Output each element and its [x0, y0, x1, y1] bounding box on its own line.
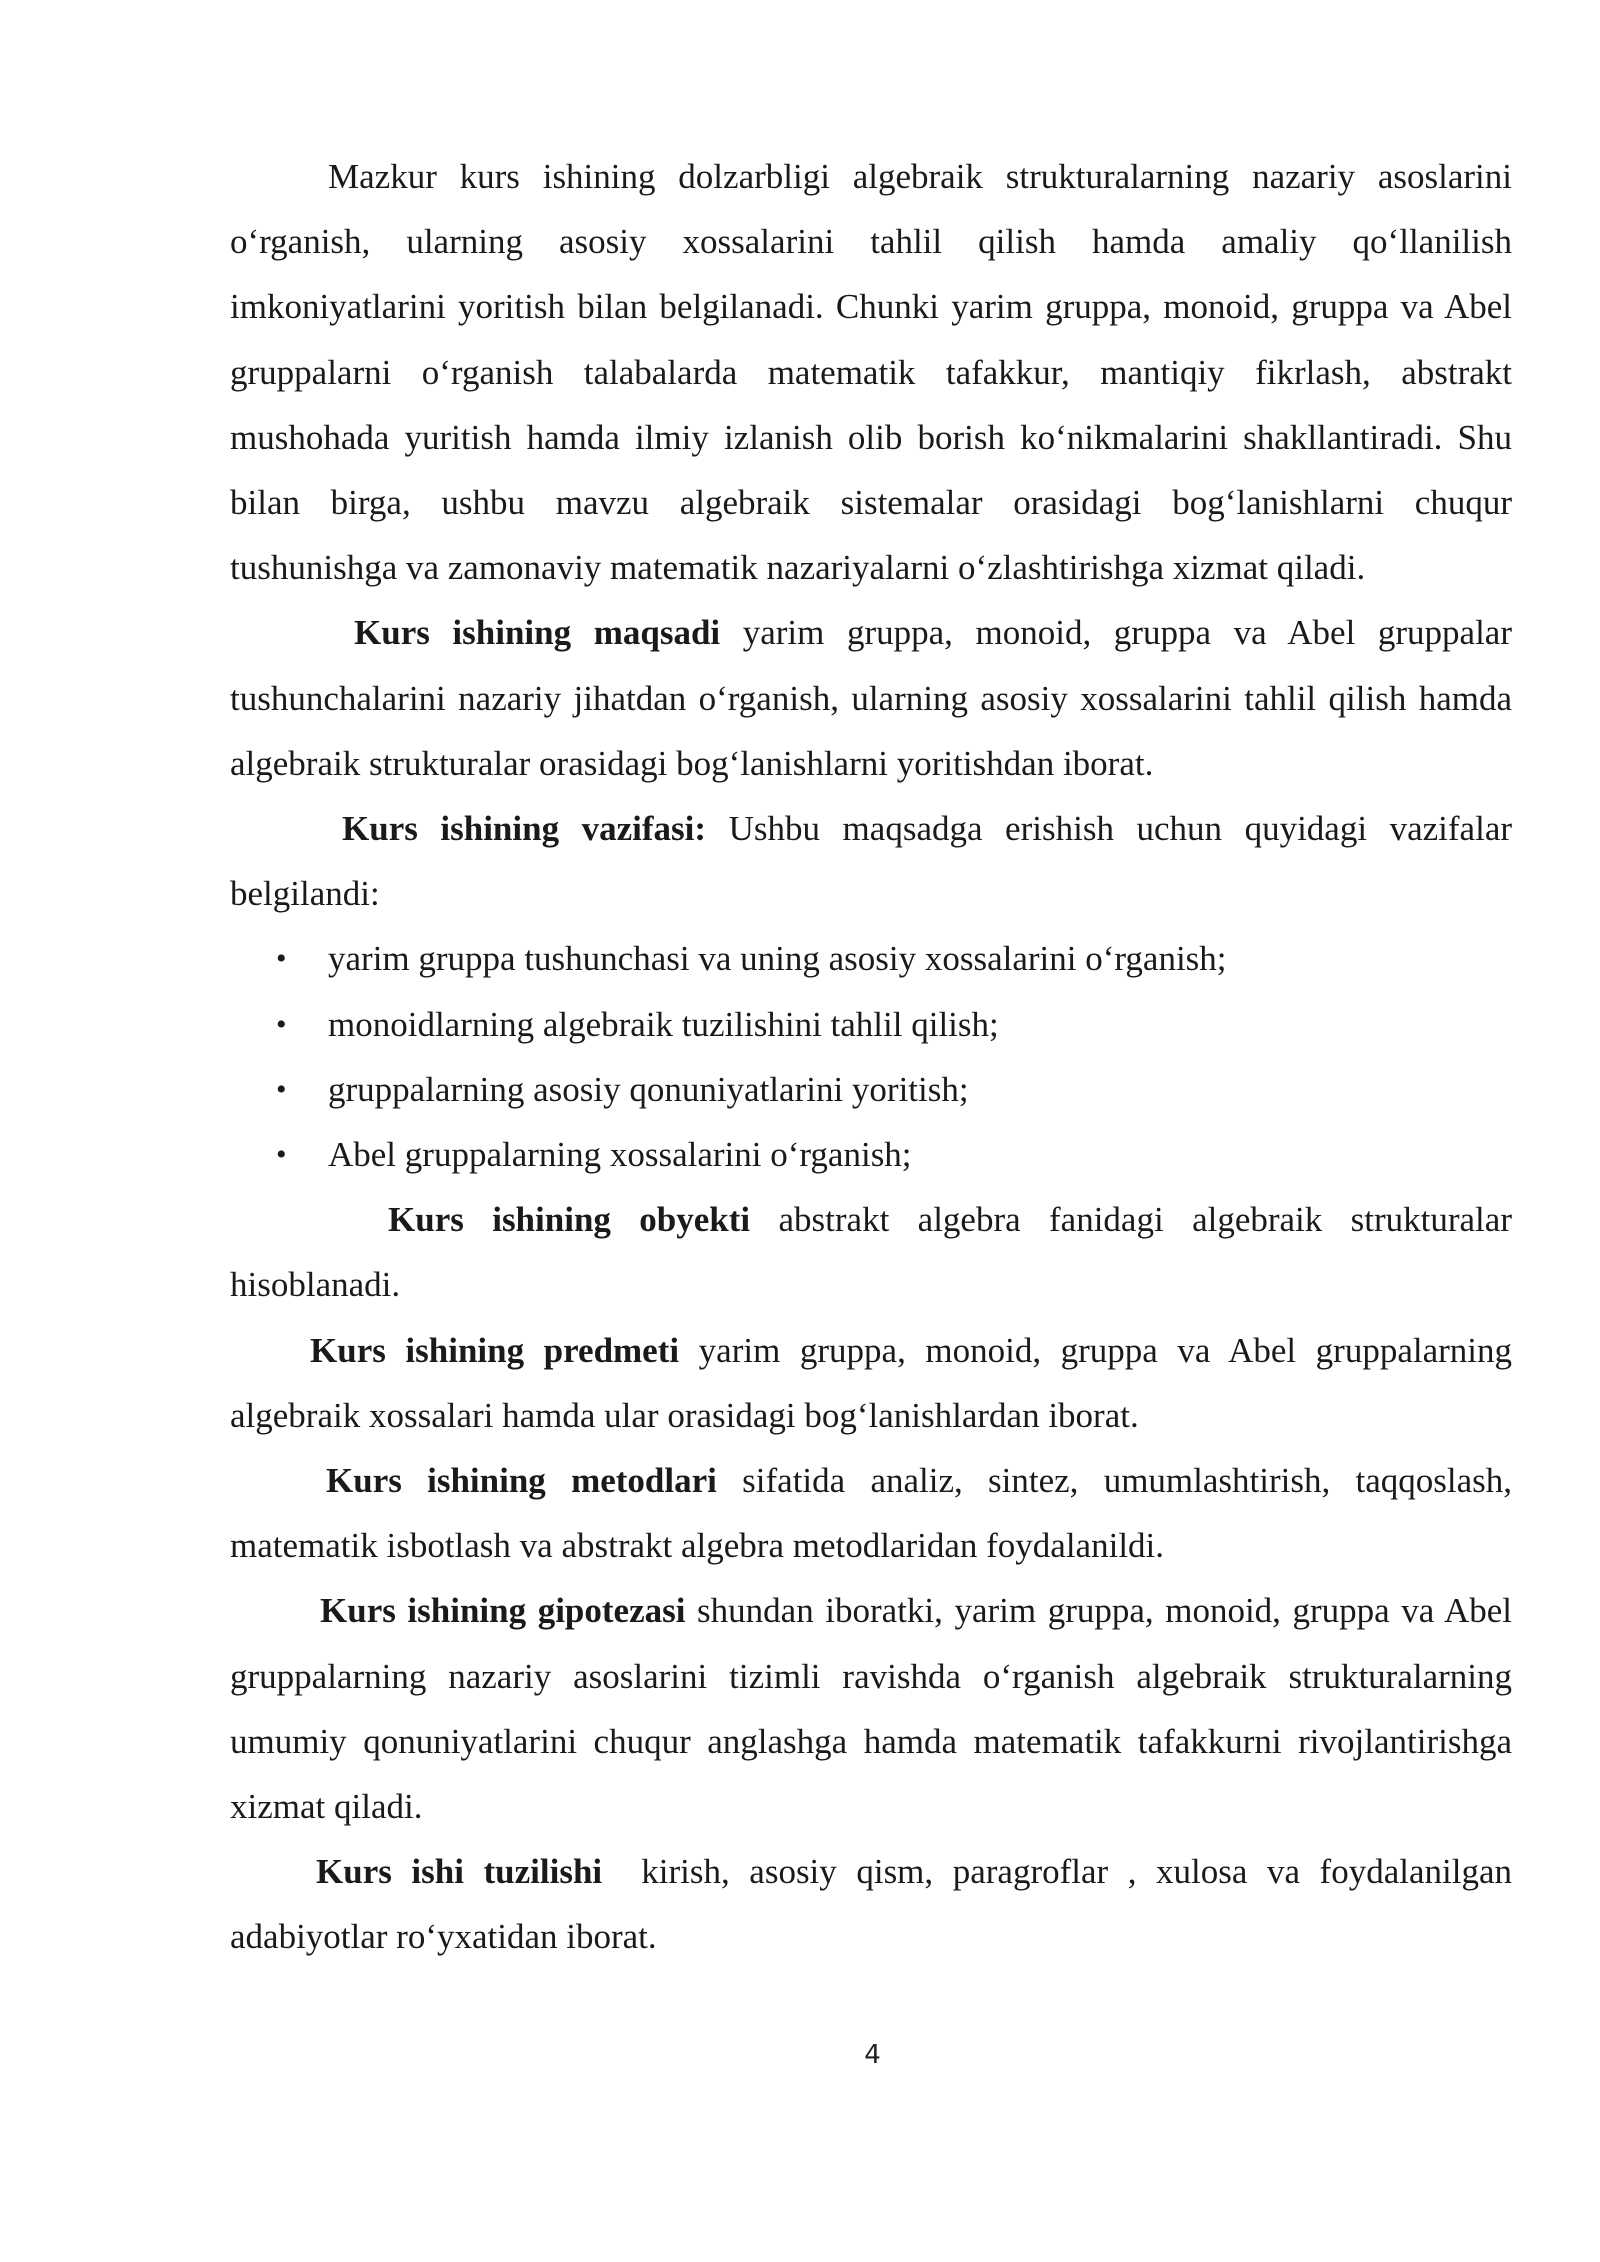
structure-term: Kurs ishi tuzilishi — [316, 1852, 603, 1892]
bullet-icon: • — [276, 1138, 287, 1172]
structure-text: kirish, asosiy qism, paragroflar , xulosa va foydalanilgan adabiyotlar ro‘yxatidan iborat. — [230, 1852, 1521, 1957]
goal-text: yarim gruppa, monoid, gruppa va Abel gruppalar tushunchalarini nazariy jihatdan o‘rganish, ularning asosiy xossalarini tahlil qilish hamda algebraik strukturalar orasidagi bog‘lanishlarni yoritishdan iborat. — [230, 613, 1512, 783]
list-item — [230, 1057, 1512, 1122]
hypothesis-text: shundan iboratki, yarim gruppa, monoid, gruppa va Abel gruppalarning nazariy asoslarini tizimli ravishda o‘rganish algebraik strukturalarning umumiy qonuniyatlarini chuqur anglashga hamda matematik tafakkurni rivojlantirishga xizmat qiladi. — [230, 1591, 1513, 1827]
object-term: Kurs ishining obyekti — [388, 1200, 751, 1240]
goal-paragraph — [230, 600, 1512, 796]
bullet-icon: • — [276, 1072, 287, 1106]
list-item — [230, 1122, 1512, 1187]
task-text: monoidlarning algebraik tuzilishini tahlil qilish; — [328, 1004, 999, 1044]
bullet-icon: • — [276, 942, 287, 976]
goal-term: Kurs ishining maqsadi — [354, 613, 721, 653]
intro-paragraph — [230, 144, 1512, 600]
intro-text: Mazkur kurs ishining dolzarbligi algebraik strukturalarning nazariy asoslarini o‘rganish, ularning asosiy xossalarini tahlil qilish hamda amaliy qo‘llanilish imkoniyatlarini yoritish bilan belgilanadi. Chunki yarim gruppa, monoid, gruppa va Abel gruppalarni o‘rganish talabalarda matematik tafakkur, mantiqiy fikrlash, abstrakt mushohada yuritish hamda ilmiy izlanish olib borish ko‘nikmalarini shakllantiradi. Shu bilan birga, ushbu mavzu algebraik sistemalar orasidagi bog‘lanishlarni chuqur tushunishga va zamonaviy matematik nazariyalarni o‘zlashtirishga xizmat qiladi. — [230, 157, 1512, 588]
subject-paragraph — [230, 1318, 1512, 1448]
list-item — [230, 992, 1512, 1057]
document-body — [230, 144, 1521, 1970]
subject-term: Kurs ishining predmeti — [310, 1330, 680, 1370]
hypothesis-paragraph — [230, 1578, 1512, 1839]
tasks-text: Ushbu maqsadga erishish uchun quyidagi vazifalar belgilandi: — [230, 809, 1513, 914]
task-list — [230, 926, 1512, 1187]
page-number: 4 — [864, 2040, 881, 2070]
object-text: abstrakt algebra fanidagi algebraik strukturalar hisoblanadi. — [230, 1200, 1512, 1305]
methods-paragraph — [230, 1448, 1512, 1578]
task-text: yarim gruppa tushunchasi va uning asosiy xossalarini o‘rganish; — [328, 939, 1227, 979]
object-paragraph — [230, 1187, 1512, 1317]
list-item — [230, 926, 1512, 991]
methods-term: Kurs ishining metodlari — [326, 1461, 717, 1501]
tasks-term: Kurs ishining vazifasi: — [342, 809, 707, 849]
methods-text: sifatida analiz, sintez, umumlashtirish, taqqoslash, matematik isbotlash va abstrakt algebra metodlaridan foydalanildi. — [230, 1461, 1513, 1566]
task-text: Abel gruppalarning xossalarini o‘rganish; — [328, 1135, 912, 1175]
hypothesis-term: Kurs ishining gipotezasi — [320, 1591, 686, 1631]
structure-paragraph — [230, 1839, 1521, 1969]
tasks-paragraph — [230, 796, 1512, 926]
task-text: gruppalarning asosiy qonuniyatlarini yoritish; — [328, 1069, 969, 1109]
bullet-icon: • — [276, 1007, 287, 1041]
subject-text: yarim gruppa, monoid, gruppa va Abel gruppalarning algebraik xossalari hamda ular orasidagi bog‘lanishlardan iborat. — [230, 1330, 1512, 1435]
